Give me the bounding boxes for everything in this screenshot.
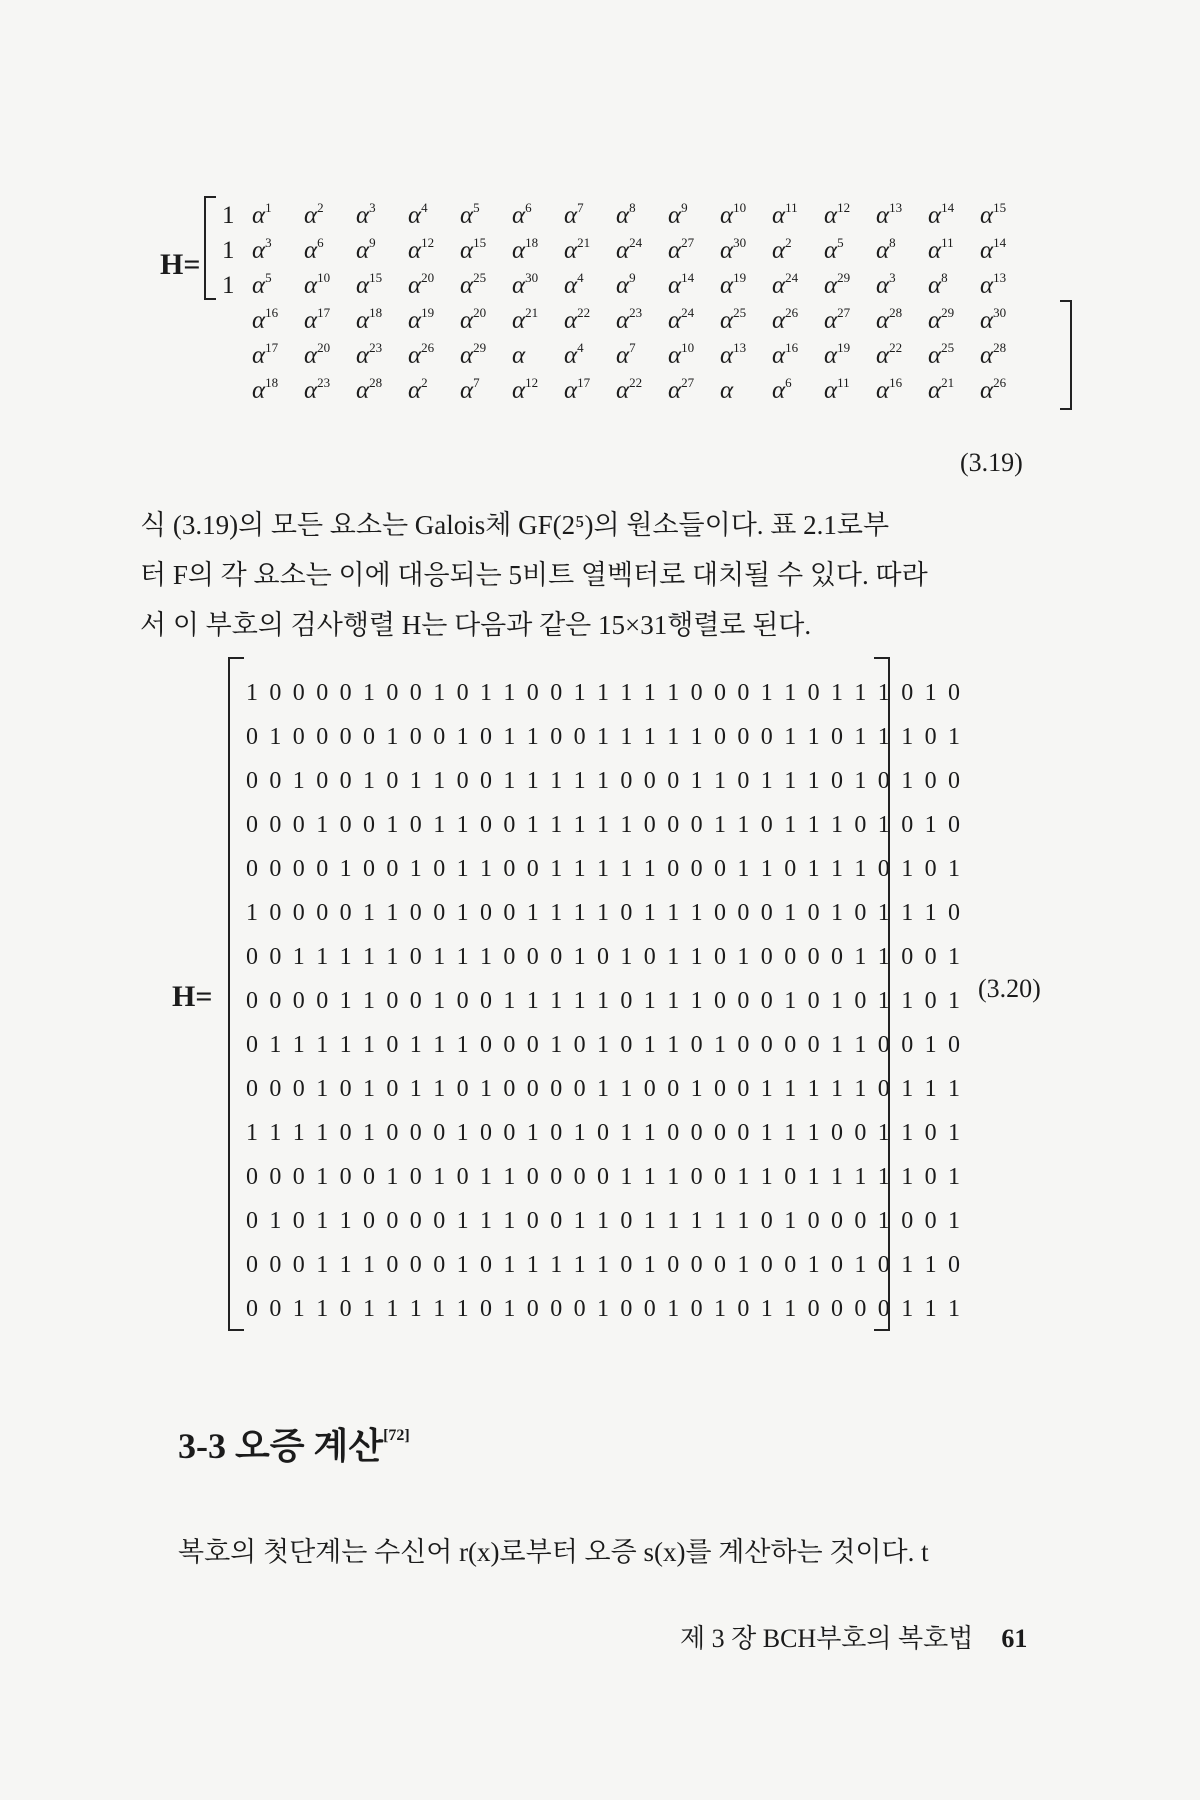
matrix-entry-alpha: $\alpha^{23}$ [616,305,643,334]
matrix-entry-alpha: $\alpha^6$ [304,235,324,264]
matrix-entry-alpha: $\alpha^9$ [616,270,636,299]
binary-matrix-row: 0 0 0 1 0 1 0 1 1 0 1 0 0 0 0 1 1 0 0 1 0 0 1 1 1 1 1 0 1 1 1 [246,1076,963,1102]
matrix-entry-alpha: $\alpha^{25}$ [720,305,747,334]
matrix-entry-alpha: $\alpha^{25}$ [460,270,487,299]
paragraph-line: 터 F의 각 요소는 이에 대응되는 5비트 열벡터로 대치될 수 있다. 따라 [140,560,928,590]
matrix-entry-alpha: $\alpha^2$ [772,235,792,264]
matrix-entry-alpha: $\alpha^{15}$ [460,235,487,264]
body-paragraph [140,500,1080,650]
bracket-left [228,657,244,1331]
binary-matrix-row: 0 0 0 1 1 1 0 0 0 1 0 1 1 1 1 1 0 1 0 0 0 1 0 0 1 0 1 0 1 1 0 [246,1252,963,1278]
matrix-h-label: H= [172,980,213,1013]
matrix-entry-alpha: $\alpha^{25}$ [928,340,955,369]
binary-matrix-row: 0 0 0 0 1 0 0 1 0 1 1 0 0 1 1 1 1 1 0 0 0 1 1 0 1 1 1 0 1 0 1 [246,856,963,882]
matrix-entry-alpha: $\alpha^3$ [252,235,272,264]
matrix-entry-alpha: α [720,377,734,404]
matrix-entry-alpha: $\alpha^5$ [460,200,480,229]
matrix-entry-alpha: $\alpha^{30}$ [980,305,1007,334]
matrix-entry-alpha: $\alpha^3$ [876,270,896,299]
paragraph-line: 식 (3.19)의 모든 요소는 Galois체 GF(2⁵)의 원소들이다. 표 2.1로부 [140,510,890,540]
matrix-entry-alpha: $\alpha^9$ [356,235,376,264]
matrix-entry-alpha: $\alpha^{19}$ [824,340,851,369]
matrix-entry-alpha: $\alpha^{12}$ [824,200,851,229]
matrix-entry-alpha: $\alpha^{20}$ [408,270,435,299]
matrix-entry-alpha: $\alpha^{27}$ [668,235,695,264]
matrix-entry-alpha: $\alpha^{19}$ [720,270,747,299]
matrix-entry-alpha: $\alpha^{18}$ [356,305,383,334]
matrix-entry-alpha: $\alpha^8$ [928,270,948,299]
matrix-entry-alpha: α [512,342,526,369]
matrix-row [222,270,1032,300]
matrix-entry-alpha: $\alpha^4$ [564,340,584,369]
matrix-entry-one: 1 [222,237,235,264]
matrix-entry-alpha: $\alpha^3$ [356,200,376,229]
matrix-entry-alpha: $\alpha^7$ [460,375,480,404]
section-title: 3-3 오증 계산 [178,1426,384,1466]
matrix-entry-alpha: $\alpha^9$ [668,200,688,229]
matrix-entry-alpha: $\alpha^{20}$ [460,305,487,334]
matrix-entry-alpha: $\alpha^5$ [252,270,272,299]
matrix-entry-alpha: $\alpha^8$ [616,200,636,229]
matrix-entry-alpha: $\alpha^{22}$ [616,375,643,404]
matrix-entry-alpha: $\alpha^1$ [252,200,272,229]
binary-matrix-row: 0 1 0 0 0 0 1 0 0 1 0 1 1 0 0 1 1 1 1 1 0 0 0 1 1 0 1 1 1 0 1 [246,724,963,750]
matrix-entry-alpha: $\alpha^{29}$ [460,340,487,369]
page-footer [680,1618,1027,1655]
matrix-entry-alpha: $\alpha^{27}$ [668,375,695,404]
matrix-entry-alpha: $\alpha^{21}$ [928,375,955,404]
matrix-entry-alpha: $\alpha^4$ [564,270,584,299]
matrix-entry-alpha: $\alpha^{22}$ [876,340,903,369]
matrix-entry-alpha: $\alpha^{11}$ [772,200,798,229]
matrix-entry-alpha: $\alpha^{24}$ [772,270,799,299]
matrix-entry-alpha: $\alpha^{10}$ [304,270,331,299]
matrix-entry-alpha: $\alpha^{26}$ [980,375,1007,404]
matrix-entry-alpha: $\alpha^{29}$ [928,305,955,334]
matrix-entry-alpha: $\alpha^{23}$ [356,340,383,369]
matrix-entry-alpha: $\alpha^5$ [824,235,844,264]
bracket-left-top [204,196,216,300]
page-number: 61 [1001,1624,1028,1653]
matrix-entry-alpha: $\alpha^{16}$ [876,375,903,404]
matrix-entry-alpha: $\alpha^{20}$ [304,340,331,369]
matrix-entry-alpha: $\alpha^{16}$ [772,340,799,369]
matrix-entry-alpha: $\alpha^{11}$ [824,375,850,404]
matrix-entry-alpha: $\alpha^{28}$ [356,375,383,404]
matrix-entry-alpha: $\alpha^{21}$ [564,235,591,264]
equation-number-3-20: (3.20) [978,974,1041,1003]
matrix-entry-alpha: $\alpha^{17}$ [564,375,591,404]
citation-ref: [72] [383,1427,410,1444]
matrix-entry-alpha: $\alpha^2$ [304,200,324,229]
matrix-entry-alpha: $\alpha^{16}$ [252,305,279,334]
matrix-entry-alpha: $\alpha^7$ [616,340,636,369]
matrix-entry-alpha: $\alpha^{13}$ [876,200,903,229]
binary-matrix-row: 0 0 0 1 0 0 1 0 1 0 1 1 0 0 0 0 1 1 1 0 0 1 1 0 1 1 1 1 1 0 1 [246,1164,963,1190]
matrix-entry-alpha: $\alpha^{14}$ [928,200,955,229]
matrix-entry-alpha: $\alpha^{12}$ [408,235,435,264]
body-text: 복호의 첫단계는 수신어 r(x)로부터 오증 s(x)를 계산하는 것이다. t [178,1537,929,1567]
section-heading [178,1418,410,1469]
matrix-entry-alpha: $\alpha^{24}$ [668,305,695,334]
matrix-entry-alpha: $\alpha^{29}$ [824,270,851,299]
matrix-entry-alpha: $\alpha^8$ [876,235,896,264]
matrix-entry-alpha: $\alpha^{26}$ [772,305,799,334]
matrix-entry-alpha: $\alpha^{14}$ [668,270,695,299]
matrix-entry-one: 1 [222,202,235,229]
binary-matrix-row: 0 0 1 1 1 1 1 0 1 1 1 0 0 0 1 0 1 0 1 1 0 1 0 0 0 0 1 1 0 0 1 [246,944,963,970]
matrix-entry-alpha: $\alpha^{14}$ [980,235,1007,264]
matrix-entry-alpha: $\alpha^2$ [408,375,428,404]
matrix-entry-alpha: $\alpha^7$ [564,200,584,229]
binary-matrix [228,657,963,1327]
chapter-title: 제 3 장 BCH부호의 복호법 [680,1624,974,1653]
matrix-entry-alpha: $\alpha^{27}$ [824,305,851,334]
matrix-entry-alpha: $\alpha^{15}$ [356,270,383,299]
equation-3-19 [160,200,1060,460]
matrix-h-label: H= [160,248,201,281]
paragraph-line: 서 이 부호의 검사행렬 H는 다음과 같은 15×31행렬로 된다. [140,610,812,640]
binary-matrix-row: 1 0 0 0 0 1 0 0 1 0 1 1 0 0 1 1 1 1 1 0 0 0 1 1 0 1 1 1 0 1 0 [246,680,963,706]
matrix-entry-alpha: $\alpha^{22}$ [564,305,591,334]
matrix-row [222,235,1032,265]
binary-matrix-row: 0 0 0 1 0 0 1 0 1 1 0 0 1 1 1 1 1 0 0 0 1 1 0 1 1 1 0 1 0 1 0 [246,812,963,838]
bracket-right-bottom [1060,300,1072,410]
binary-matrix-row: 0 1 1 1 1 1 0 1 1 1 0 0 0 1 0 1 0 1 1 0 1 0 0 0 0 1 1 0 0 1 0 [246,1032,963,1058]
binary-matrix-row: 0 0 1 1 0 1 1 1 1 1 0 1 0 0 0 1 0 0 1 0 1 0 1 1 0 0 0 0 1 1 1 [246,1296,963,1322]
matrix-entry-alpha: $\alpha^{13}$ [980,270,1007,299]
matrix-entry-alpha: $\alpha^{28}$ [876,305,903,334]
matrix-entry-alpha: $\alpha^6$ [512,200,532,229]
binary-matrix-row: 0 0 1 0 0 1 0 1 1 0 0 1 1 1 1 1 0 0 0 1 1 0 1 1 1 0 1 0 1 0 0 [246,768,963,794]
matrix-row [222,305,1032,335]
matrix-entry-alpha: $\alpha^4$ [408,200,428,229]
matrix-entry-alpha: $\alpha^{21}$ [512,305,539,334]
matrix-entry-alpha: $\alpha^{28}$ [980,340,1007,369]
matrix-entry-alpha: $\alpha^{12}$ [512,375,539,404]
binary-matrix-row: 0 1 0 1 1 0 0 0 0 1 1 1 0 0 1 1 0 1 1 1 1 1 0 1 0 0 0 1 0 0 1 [246,1208,963,1234]
matrix-entry-alpha: $\alpha^{30}$ [512,270,539,299]
matrix-entry-alpha: $\alpha^{19}$ [408,305,435,334]
matrix-row [222,375,1032,405]
matrix-entry-alpha: $\alpha^6$ [772,375,792,404]
binary-matrix-row: 1 1 1 1 0 1 0 0 0 1 0 0 1 0 1 0 1 1 0 0 0 0 1 1 1 0 0 1 1 0 1 [246,1120,963,1146]
binary-rows [246,671,963,1331]
matrix-entry-alpha: $\alpha^{17}$ [304,305,331,334]
equation-number-3-19: (3.19) [960,448,1023,477]
matrix-entry-alpha: $\alpha^{23}$ [304,375,331,404]
matrix-entry-alpha: $\alpha^{10}$ [668,340,695,369]
matrix-row [222,340,1032,370]
matrix-entry-alpha: $\alpha^{18}$ [512,235,539,264]
matrix-entry-alpha: $\alpha^{15}$ [980,200,1007,229]
matrix-entry-alpha: $\alpha^{10}$ [720,200,747,229]
matrix-entry-alpha: $\alpha^{18}$ [252,375,279,404]
binary-matrix-row: 0 0 0 0 1 1 0 0 1 0 0 1 1 1 1 1 0 1 1 1 0 0 0 1 0 1 0 1 1 0 1 [246,988,963,1014]
matrix-entry-one: 1 [222,272,235,299]
matrix-entry-alpha: $\alpha^{11}$ [928,235,954,264]
matrix-entry-alpha: $\alpha^{17}$ [252,340,279,369]
binary-matrix-row: 1 0 0 0 0 1 1 0 0 1 0 0 1 1 1 1 0 1 1 1 0 0 0 1 0 1 0 1 1 1 0 [246,900,963,926]
matrix-entry-alpha: $\alpha^{30}$ [720,235,747,264]
matrix-row [222,200,1032,230]
matrix-entry-alpha: $\alpha^{13}$ [720,340,747,369]
matrix-entry-alpha: $\alpha^{26}$ [408,340,435,369]
matrix-entry-alpha: $\alpha^{24}$ [616,235,643,264]
